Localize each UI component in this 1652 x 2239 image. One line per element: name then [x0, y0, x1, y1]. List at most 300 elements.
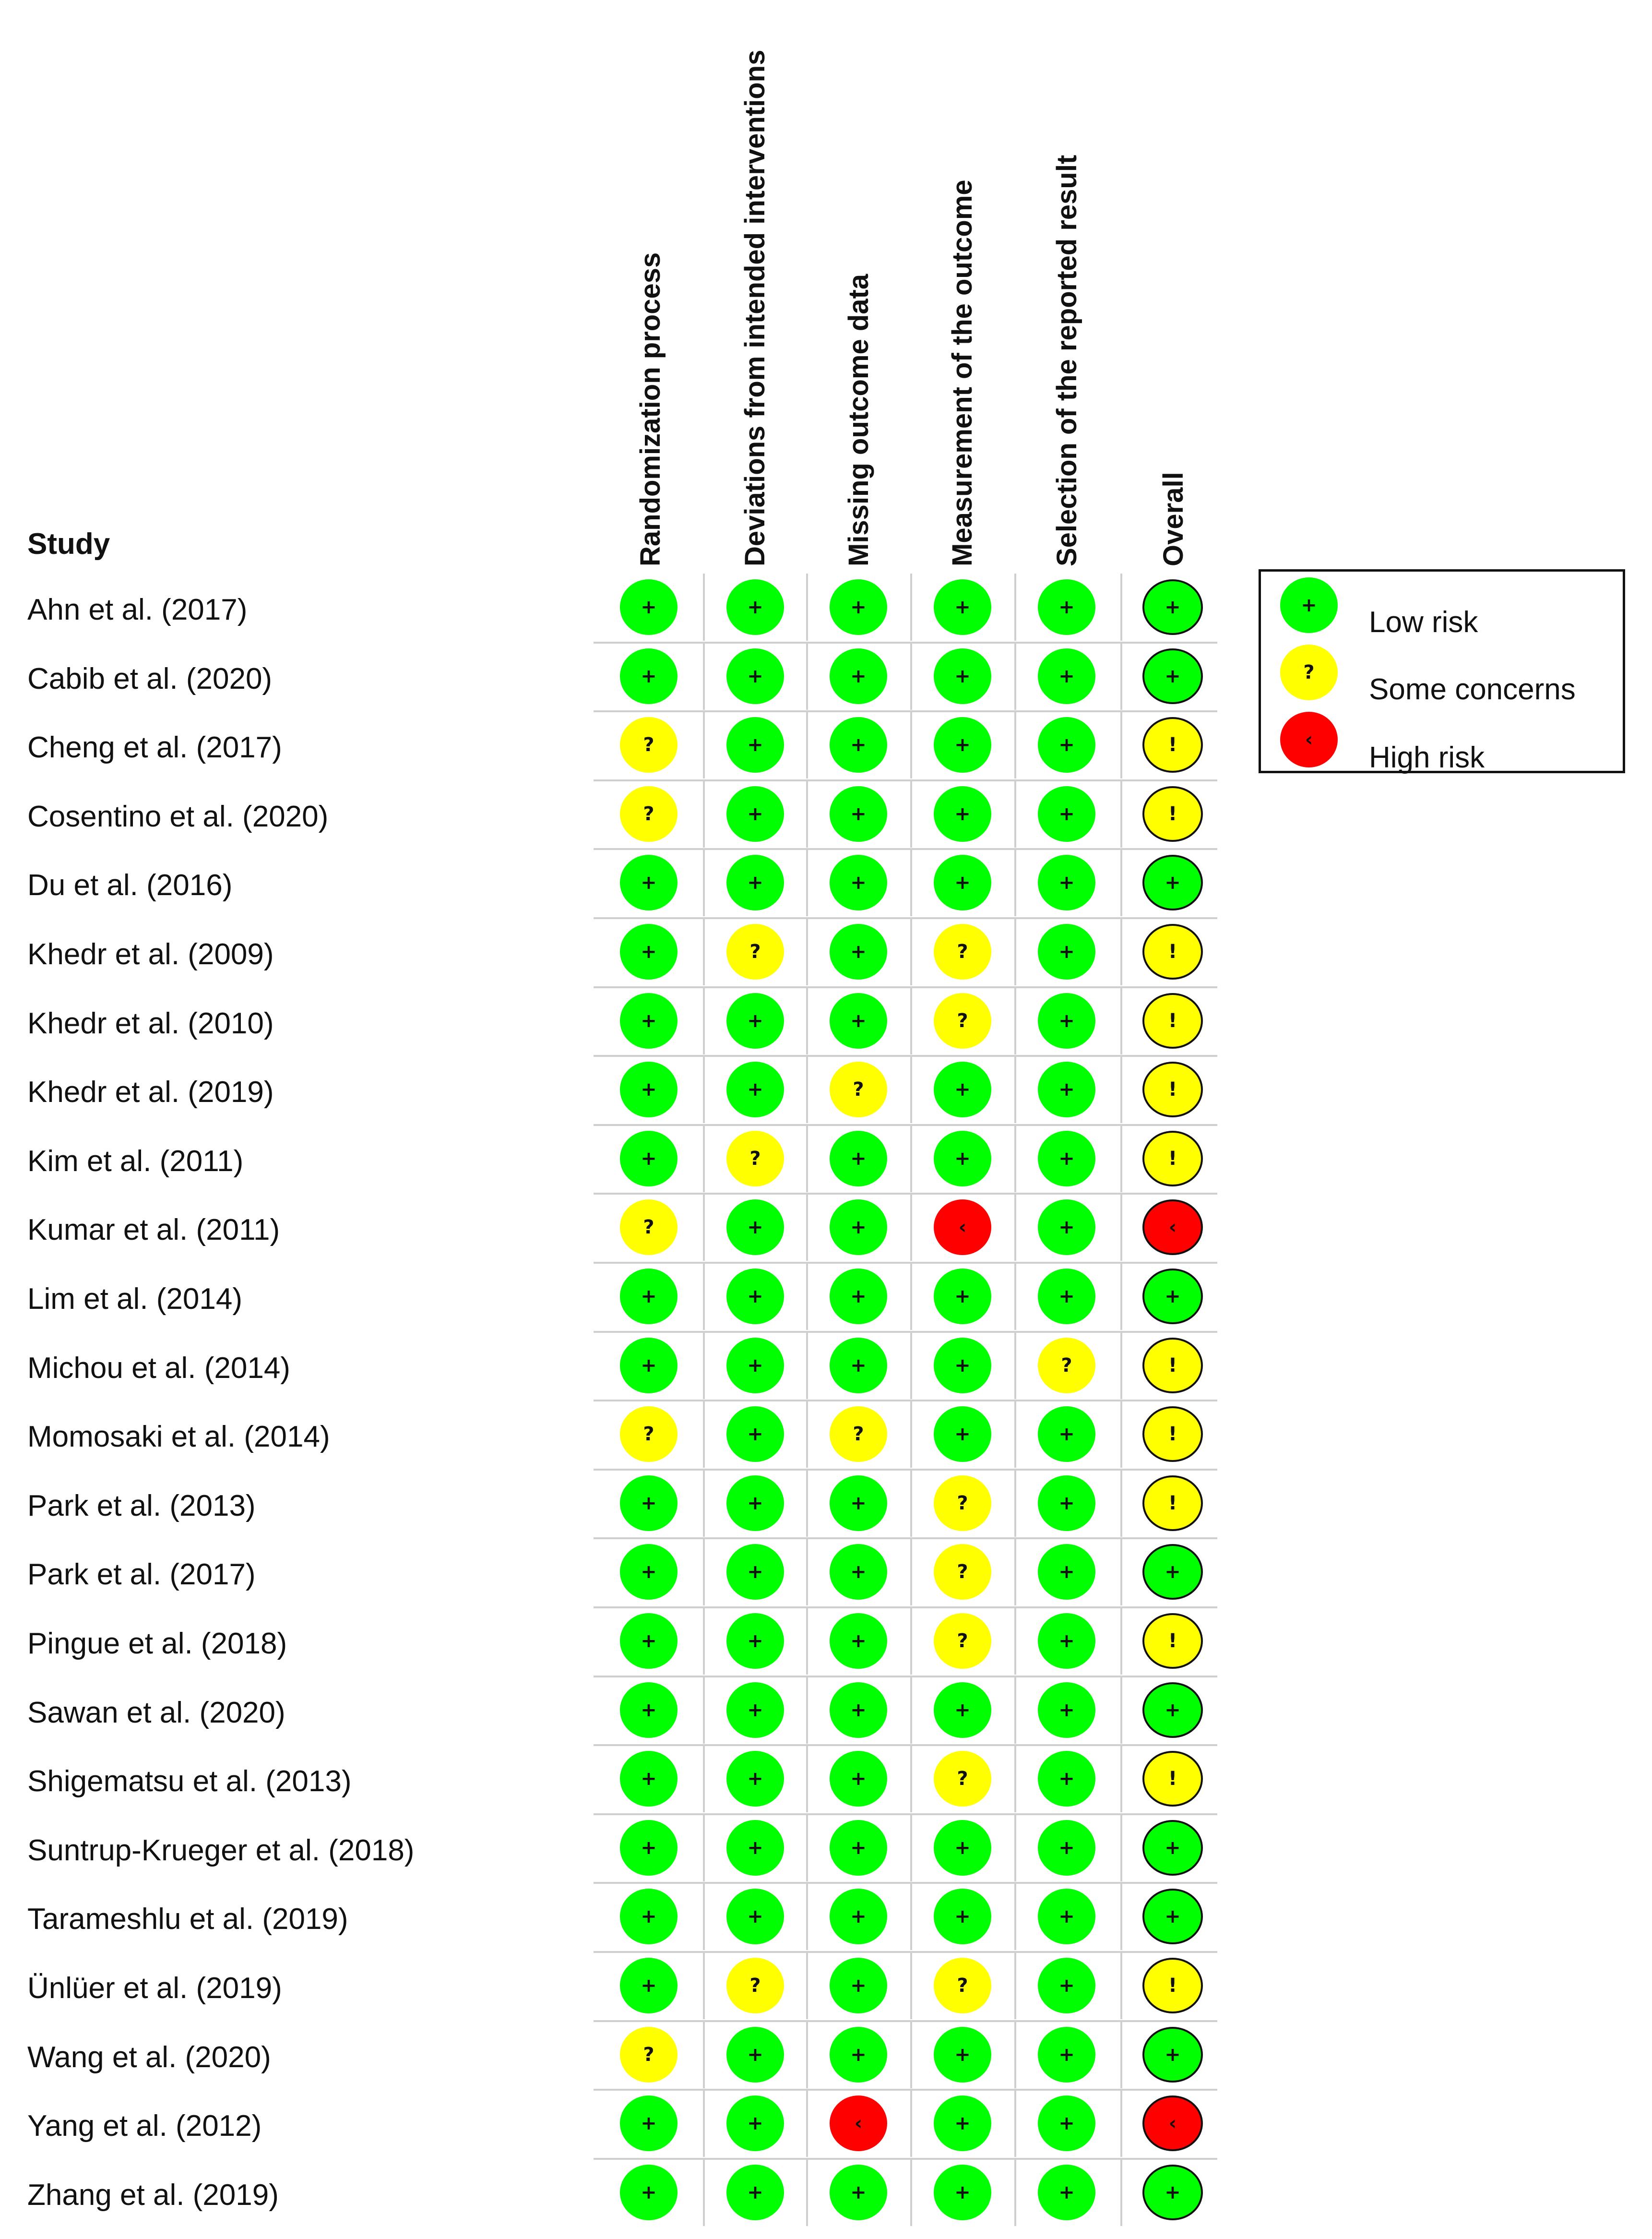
low-risk-icon: + — [620, 924, 677, 980]
rating-cell-deviations — [703, 849, 806, 916]
some-risk-icon: ! — [1142, 1338, 1203, 1393]
rating-cell-randomization — [598, 1056, 699, 1123]
rating-cell-deviations — [703, 780, 806, 848]
low-risk-icon: + — [620, 1338, 677, 1393]
low-risk-icon: + — [934, 1682, 991, 1738]
some-risk-icon: ? — [934, 1751, 991, 1807]
rating-cell-measurement — [910, 1745, 1013, 1812]
low-risk-icon: + — [1038, 993, 1095, 1049]
rating-cell-measurement — [910, 1125, 1013, 1192]
some-risk-icon: ? — [620, 786, 677, 842]
rating-cell-measurement — [910, 1332, 1013, 1399]
low-risk-icon: + — [1280, 577, 1338, 633]
low-risk-icon: + — [620, 855, 677, 910]
rating-cell-selection — [1014, 849, 1117, 916]
low-risk-icon: + — [934, 1062, 991, 1117]
low-risk-icon: + — [1038, 1682, 1095, 1738]
rating-cell-deviations — [703, 1194, 806, 1261]
rating-cell-missing — [806, 1332, 909, 1399]
rating-cell-selection — [1014, 1883, 1117, 1950]
some-risk-icon: ? — [726, 924, 784, 980]
low-risk-icon: + — [1142, 648, 1203, 704]
low-risk-icon: + — [726, 1889, 784, 1944]
some-risk-icon: ? — [726, 1131, 784, 1186]
low-risk-icon: + — [726, 1613, 784, 1669]
some-risk-icon: ? — [620, 717, 677, 773]
low-risk-icon: + — [1142, 1889, 1203, 1944]
low-risk-icon: + — [1142, 579, 1203, 635]
high-risk-icon: ‹ — [830, 2095, 887, 2151]
rating-cell-selection — [1014, 1332, 1117, 1399]
rating-cell-overall — [1120, 1332, 1223, 1399]
low-risk-icon: + — [1038, 717, 1095, 773]
study-label: Momosaki et al. (2014) — [27, 1420, 330, 1454]
rating-cell-deviations — [703, 1883, 806, 1950]
some-risk-icon: ! — [1142, 717, 1203, 773]
rating-cell-measurement — [910, 1676, 1013, 1744]
low-risk-icon: + — [830, 1131, 887, 1186]
rating-cell-missing — [806, 1607, 909, 1675]
rating-cell-measurement — [910, 918, 1013, 985]
low-risk-icon: + — [1038, 1958, 1095, 2013]
rating-cell-deviations — [703, 1607, 806, 1675]
rating-cell-missing — [806, 1470, 909, 1537]
low-risk-icon: + — [1038, 855, 1095, 910]
rating-cell-randomization — [598, 1332, 699, 1399]
column-header-overall: Overall — [1158, 472, 1189, 566]
low-risk-icon: + — [830, 1613, 887, 1669]
study-label: Kim et al. (2011) — [27, 1144, 244, 1178]
rating-cell-deviations — [703, 1056, 806, 1123]
low-risk-icon: + — [726, 717, 784, 773]
some-risk-icon: ! — [1142, 1958, 1203, 2013]
rating-cell-deviations — [703, 918, 806, 985]
rating-cell-deviations — [703, 1125, 806, 1192]
some-risk-icon: ! — [1142, 1475, 1203, 1531]
study-label: Michou et al. (2014) — [27, 1351, 290, 1385]
low-risk-icon: + — [830, 1820, 887, 1876]
rating-cell-randomization — [598, 711, 699, 778]
low-risk-icon: + — [934, 1338, 991, 1393]
rating-cell-deviations — [703, 2021, 806, 2088]
some-risk-icon: ? — [726, 1958, 784, 2013]
study-label: Khedr et al. (2019) — [27, 1076, 274, 1109]
some-risk-icon: ! — [1142, 1062, 1203, 1117]
rating-cell-deviations — [703, 1538, 806, 1605]
low-risk-icon: + — [1142, 1544, 1203, 1600]
rating-cell-randomization — [598, 918, 699, 985]
low-risk-icon: + — [620, 1613, 677, 1669]
rating-cell-selection — [1014, 711, 1117, 778]
study-column-header: Study — [27, 527, 110, 561]
low-risk-icon: + — [830, 1199, 887, 1255]
rating-cell-overall — [1120, 2021, 1223, 2088]
low-risk-icon: + — [1038, 1751, 1095, 1807]
low-risk-icon: + — [726, 1338, 784, 1393]
low-risk-icon: + — [620, 2095, 677, 2151]
rating-cell-selection — [1014, 2021, 1117, 2088]
some-risk-icon: ! — [1142, 1131, 1203, 1186]
study-label: Park et al. (2017) — [27, 1558, 256, 1592]
low-risk-icon: + — [1038, 786, 1095, 842]
rating-cell-randomization — [598, 780, 699, 848]
rating-cell-missing — [806, 1952, 909, 2019]
low-risk-icon: + — [620, 993, 677, 1049]
rating-cell-overall — [1120, 1263, 1223, 1330]
rating-cell-selection — [1014, 1952, 1117, 2019]
rating-cell-overall — [1120, 1952, 1223, 2019]
rating-cell-deviations — [703, 711, 806, 778]
low-risk-icon: + — [726, 786, 784, 842]
low-risk-icon: + — [830, 786, 887, 842]
column-header-missing: Missing outcome data — [843, 274, 874, 566]
low-risk-icon: + — [620, 579, 677, 635]
rating-cell-randomization — [598, 1401, 699, 1468]
rating-cell-overall — [1120, 1745, 1223, 1812]
low-risk-icon: + — [934, 717, 991, 773]
rating-cell-selection — [1014, 1263, 1117, 1330]
low-risk-icon: + — [1038, 648, 1095, 704]
rating-cell-overall — [1120, 2090, 1223, 2157]
rating-cell-missing — [806, 849, 909, 916]
low-risk-icon: + — [1038, 1406, 1095, 1462]
legend-label: High risk — [1369, 741, 1485, 774]
some-risk-icon: ! — [1142, 1406, 1203, 1462]
high-risk-icon: ‹ — [934, 1199, 991, 1255]
rating-cell-missing — [806, 780, 909, 848]
low-risk-icon: + — [934, 1889, 991, 1944]
low-risk-icon: + — [1038, 1613, 1095, 1669]
study-label: Zhang et al. (2019) — [27, 2178, 279, 2212]
low-risk-icon: + — [1038, 1475, 1095, 1531]
rating-cell-missing — [806, 1814, 909, 1881]
low-risk-icon: + — [830, 579, 887, 635]
rating-cell-missing — [806, 711, 909, 778]
low-risk-icon: + — [934, 2027, 991, 2083]
low-risk-icon: + — [934, 2095, 991, 2151]
low-risk-icon: + — [934, 579, 991, 635]
low-risk-icon: + — [1038, 924, 1095, 980]
study-label: Ahn et al. (2017) — [27, 593, 248, 626]
rating-cell-missing — [806, 1745, 909, 1812]
low-risk-icon: + — [830, 1544, 887, 1600]
rating-cell-deviations — [703, 987, 806, 1054]
study-label: Pingue et al. (2018) — [27, 1627, 287, 1660]
rating-cell-deviations — [703, 1401, 806, 1468]
low-risk-icon: + — [620, 1751, 677, 1807]
low-risk-icon: + — [830, 1475, 887, 1531]
rating-cell-randomization — [598, 1194, 699, 1261]
low-risk-icon: + — [830, 2165, 887, 2220]
rating-cell-missing — [806, 2021, 909, 2088]
rating-cell-deviations — [703, 574, 806, 641]
rating-cell-randomization — [598, 1952, 699, 2019]
low-risk-icon: + — [726, 1820, 784, 1876]
low-risk-icon: + — [726, 1269, 784, 1324]
study-label: Suntrup-Krueger et al. (2018) — [27, 1833, 415, 1867]
low-risk-icon: + — [1038, 1199, 1095, 1255]
rating-cell-measurement — [910, 1263, 1013, 1330]
rating-cell-measurement — [910, 574, 1013, 641]
low-risk-icon: + — [934, 2165, 991, 2220]
rating-cell-randomization — [598, 2159, 699, 2226]
low-risk-icon: + — [726, 1062, 784, 1117]
rating-cell-measurement — [910, 1194, 1013, 1261]
study-label: Cosentino et al. (2020) — [27, 800, 329, 833]
rating-cell-missing — [806, 1883, 909, 1950]
low-risk-icon: + — [726, 1682, 784, 1738]
study-label: Khedr et al. (2010) — [27, 1006, 274, 1040]
low-risk-icon: + — [726, 1406, 784, 1462]
low-risk-icon: + — [1038, 1269, 1095, 1324]
study-label: Lim et al. (2014) — [27, 1282, 242, 1316]
some-risk-icon: ? — [934, 1613, 991, 1669]
low-risk-icon: + — [934, 855, 991, 910]
low-risk-icon: + — [1038, 1131, 1095, 1186]
some-risk-icon: ? — [620, 1406, 677, 1462]
rating-cell-measurement — [910, 1538, 1013, 1605]
rating-cell-missing — [806, 2159, 909, 2226]
low-risk-icon: + — [726, 1475, 784, 1531]
low-risk-icon: + — [620, 1062, 677, 1117]
some-risk-icon: ? — [1280, 645, 1338, 700]
rating-cell-selection — [1014, 2159, 1117, 2226]
study-label: Du et al. (2016) — [27, 869, 233, 902]
low-risk-icon: + — [1038, 2165, 1095, 2220]
study-label: Yang et al. (2012) — [27, 2109, 262, 2143]
rating-cell-overall — [1120, 1538, 1223, 1605]
low-risk-icon: + — [830, 1338, 887, 1393]
low-risk-icon: + — [726, 1199, 784, 1255]
legend-label: Low risk — [1369, 606, 1478, 639]
rating-cell-deviations — [703, 1814, 806, 1881]
rating-cell-measurement — [910, 1056, 1013, 1123]
low-risk-icon: + — [620, 1820, 677, 1876]
some-risk-icon: ? — [934, 1544, 991, 1600]
low-risk-icon: + — [620, 1889, 677, 1944]
rating-cell-overall — [1120, 711, 1223, 778]
low-risk-icon: + — [830, 993, 887, 1049]
rating-cell-randomization — [598, 987, 699, 1054]
column-header-measurement: Measurement of the outcome — [947, 180, 978, 566]
column-header-selection: Selection of the reported result — [1051, 155, 1082, 566]
rating-cell-measurement — [910, 1883, 1013, 1950]
rating-cell-missing — [806, 1538, 909, 1605]
rating-cell-selection — [1014, 2090, 1117, 2157]
rating-cell-selection — [1014, 1056, 1117, 1123]
rating-cell-overall — [1120, 1125, 1223, 1192]
low-risk-icon: + — [830, 924, 887, 980]
low-risk-icon: + — [620, 2165, 677, 2220]
some-risk-icon: ? — [620, 1199, 677, 1255]
rating-cell-selection — [1014, 1676, 1117, 1744]
low-risk-icon: + — [934, 1820, 991, 1876]
low-risk-icon: + — [1142, 1820, 1203, 1876]
rating-cell-overall — [1120, 1056, 1223, 1123]
some-risk-icon: ? — [1038, 1338, 1095, 1393]
low-risk-icon: + — [620, 1682, 677, 1738]
rating-cell-selection — [1014, 987, 1117, 1054]
some-risk-icon: ! — [1142, 1751, 1203, 1807]
rating-cell-overall — [1120, 987, 1223, 1054]
rating-cell-measurement — [910, 1607, 1013, 1675]
rating-cell-randomization — [598, 1883, 699, 1950]
rating-cell-randomization — [598, 1607, 699, 1675]
low-risk-icon: + — [726, 1751, 784, 1807]
rating-cell-selection — [1014, 643, 1117, 710]
rating-cell-overall — [1120, 780, 1223, 848]
rating-cell-overall — [1120, 1470, 1223, 1537]
low-risk-icon: + — [830, 1889, 887, 1944]
rating-cell-deviations — [703, 2159, 806, 2226]
rating-cell-measurement — [910, 1470, 1013, 1537]
rating-cell-selection — [1014, 574, 1117, 641]
rating-cell-overall — [1120, 1883, 1223, 1950]
low-risk-icon: + — [726, 2165, 784, 2220]
rating-cell-overall — [1120, 2159, 1223, 2226]
rating-cell-overall — [1120, 918, 1223, 985]
low-risk-icon: + — [1142, 2165, 1203, 2220]
rating-cell-measurement — [910, 849, 1013, 916]
some-risk-icon: ! — [1142, 786, 1203, 842]
legend-label: Some concerns — [1369, 673, 1576, 706]
study-label: Shigematsu et al. (2013) — [27, 1765, 352, 1798]
rating-cell-missing — [806, 1401, 909, 1468]
low-risk-icon: + — [620, 648, 677, 704]
low-risk-icon: + — [620, 1269, 677, 1324]
study-label: Wang et al. (2020) — [27, 2040, 271, 2074]
rating-cell-measurement — [910, 2021, 1013, 2088]
low-risk-icon: + — [1038, 579, 1095, 635]
low-risk-icon: + — [1038, 1820, 1095, 1876]
low-risk-icon: + — [934, 1406, 991, 1462]
low-risk-icon: + — [934, 1269, 991, 1324]
rating-cell-selection — [1014, 1125, 1117, 1192]
high-risk-icon: ‹ — [1142, 2095, 1203, 2151]
study-label: Kumar et al. (2011) — [27, 1213, 280, 1247]
rating-cell-randomization — [598, 1814, 699, 1881]
rating-cell-missing — [806, 1676, 909, 1744]
low-risk-icon: + — [726, 2027, 784, 2083]
low-risk-icon: + — [830, 1751, 887, 1807]
rating-cell-randomization — [598, 849, 699, 916]
rating-cell-deviations — [703, 1745, 806, 1812]
rating-cell-measurement — [910, 643, 1013, 710]
rating-cell-overall — [1120, 1607, 1223, 1675]
rating-cell-selection — [1014, 1470, 1117, 1537]
rating-cell-missing — [806, 987, 909, 1054]
low-risk-icon: + — [830, 717, 887, 773]
rating-cell-randomization — [598, 1470, 699, 1537]
rating-cell-randomization — [598, 1125, 699, 1192]
rating-cell-missing — [806, 643, 909, 710]
low-risk-icon: + — [620, 1475, 677, 1531]
high-risk-icon: ‹ — [1280, 712, 1338, 767]
low-risk-icon: + — [934, 1131, 991, 1186]
low-risk-icon: + — [1142, 855, 1203, 910]
rating-cell-selection — [1014, 1814, 1117, 1881]
low-risk-icon: + — [830, 1682, 887, 1738]
rating-cell-overall — [1120, 643, 1223, 710]
rating-cell-selection — [1014, 1538, 1117, 1605]
low-risk-icon: + — [726, 993, 784, 1049]
rating-cell-measurement — [910, 1401, 1013, 1468]
rating-cell-missing — [806, 1194, 909, 1261]
low-risk-icon: + — [1038, 1889, 1095, 1944]
low-risk-icon: + — [1142, 1269, 1203, 1324]
some-risk-icon: ! — [1142, 924, 1203, 980]
rating-cell-measurement — [910, 987, 1013, 1054]
rating-cell-deviations — [703, 2090, 806, 2157]
study-label: Tarameshlu et al. (2019) — [27, 1903, 348, 1936]
rating-cell-randomization — [598, 1676, 699, 1744]
rating-cell-selection — [1014, 1401, 1117, 1468]
low-risk-icon: + — [934, 786, 991, 842]
rating-cell-overall — [1120, 849, 1223, 916]
rating-cell-overall — [1120, 1401, 1223, 1468]
low-risk-icon: + — [1038, 1544, 1095, 1600]
rating-cell-deviations — [703, 1263, 806, 1330]
low-risk-icon: + — [830, 648, 887, 704]
rating-cell-missing — [806, 1056, 909, 1123]
low-risk-icon: + — [726, 579, 784, 635]
rating-cell-selection — [1014, 918, 1117, 985]
rating-cell-randomization — [598, 1745, 699, 1812]
rating-cell-selection — [1014, 780, 1117, 848]
some-risk-icon: ? — [830, 1406, 887, 1462]
rating-cell-overall — [1120, 1814, 1223, 1881]
rating-cell-randomization — [598, 643, 699, 710]
low-risk-icon: + — [830, 1269, 887, 1324]
low-risk-icon: + — [1038, 2027, 1095, 2083]
rating-cell-selection — [1014, 1607, 1117, 1675]
study-label: Sawan et al. (2020) — [27, 1696, 285, 1729]
low-risk-icon: + — [726, 648, 784, 704]
rating-cell-overall — [1120, 1194, 1223, 1261]
column-header-randomization: Randomization process — [635, 252, 666, 566]
low-risk-icon: + — [620, 1131, 677, 1186]
rating-cell-missing — [806, 574, 909, 641]
rating-cell-missing — [806, 918, 909, 985]
some-risk-icon: ? — [934, 1958, 991, 2013]
rating-cell-measurement — [910, 1814, 1013, 1881]
rating-cell-selection — [1014, 1194, 1117, 1261]
low-risk-icon: + — [1142, 1682, 1203, 1738]
rating-cell-measurement — [910, 2159, 1013, 2226]
some-risk-icon: ? — [830, 1062, 887, 1117]
study-label: Khedr et al. (2009) — [27, 938, 274, 971]
some-risk-icon: ? — [934, 1475, 991, 1531]
rating-cell-measurement — [910, 2090, 1013, 2157]
rating-cell-measurement — [910, 711, 1013, 778]
study-label: Cabib et al. (2020) — [27, 662, 273, 695]
rating-cell-deviations — [703, 1676, 806, 1744]
some-risk-icon: ? — [934, 924, 991, 980]
rating-cell-missing — [806, 1263, 909, 1330]
some-risk-icon: ? — [620, 2027, 677, 2083]
some-risk-icon: ? — [934, 993, 991, 1049]
low-risk-icon: + — [934, 648, 991, 704]
rating-cell-deviations — [703, 1470, 806, 1537]
study-label: Cheng et al. (2017) — [27, 731, 282, 765]
low-risk-icon: + — [1038, 2095, 1095, 2151]
rating-cell-deviations — [703, 1332, 806, 1399]
low-risk-icon: + — [1038, 1062, 1095, 1117]
rating-cell-selection — [1014, 1745, 1117, 1812]
low-risk-icon: + — [726, 1544, 784, 1600]
column-header-deviations: Deviations from intended interventions — [739, 49, 771, 566]
some-risk-icon: ! — [1142, 993, 1203, 1049]
